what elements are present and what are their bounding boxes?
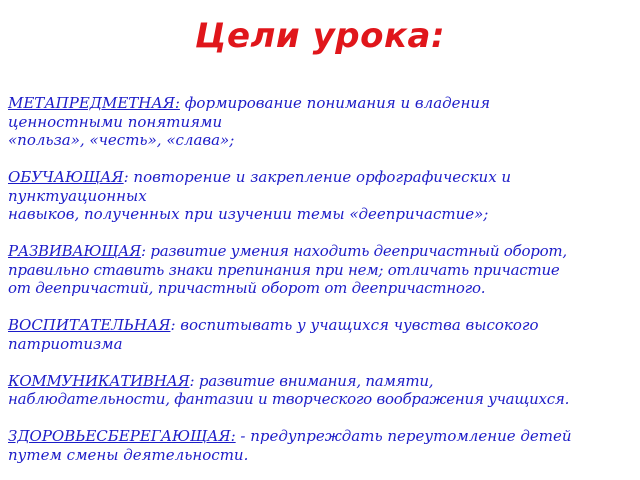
goal-text: : развитие умения находить деепричастный оборот, — [141, 242, 567, 260]
goal-text: формирование понимания и владения — [179, 94, 491, 112]
goal-text: от деепричастий, причастный оборот от деепричастного. — [8, 279, 486, 297]
goal-text: правильно ставить знаки препинания при нем; отличать причастие — [8, 260, 560, 279]
goal-text: : развитие внимания, памяти, — [189, 371, 434, 390]
goal-health-saving — [8, 427, 636, 464]
goal-text: - предупреждать переутомление детей — [235, 427, 572, 445]
goal-text: : воспитывать у учащихся чувства высокого — [170, 316, 539, 334]
goal-heading: ВОСПИТАТЕЛЬНАЯ — [8, 316, 171, 334]
goal-heading: ЗДОРОВЬЕСБЕРЕГАЮЩАЯ: — [8, 427, 236, 445]
goal-developing — [8, 242, 636, 298]
goal-heading: МЕТАПРЕДМЕТНАЯ: — [8, 94, 180, 112]
slide-title: Цели урока: — [194, 16, 446, 56]
goal-line — [8, 372, 636, 391]
goal-metasubject — [8, 94, 636, 150]
goal-line — [8, 242, 636, 261]
goal-text: наблюдательности, фантазии и творческого воображения учащихся. — [8, 390, 570, 408]
goal-line — [8, 427, 636, 446]
goal-text: ценностными понятиями — [8, 112, 223, 131]
goals-list — [8, 94, 636, 464]
goal-heading: ОБУЧАЮЩАЯ — [8, 168, 124, 186]
goal-line — [8, 316, 636, 335]
goal-educational — [8, 316, 636, 353]
goal-line — [8, 168, 636, 187]
goal-teaching — [8, 168, 636, 224]
goal-heading: КОММУНИКАТИВНАЯ — [8, 371, 190, 390]
goal-text: : повторение и закрепление орфографических и — [123, 168, 512, 186]
goal-line — [8, 94, 636, 113]
goal-text: пунктуационных — [8, 186, 147, 205]
goal-text: «польза», «честь», «слава»; — [8, 131, 235, 149]
goal-text: навыков, полученных при изучении темы «деепричастие»; — [8, 205, 489, 223]
goal-text: патриотизма — [8, 334, 123, 353]
goal-text: путем смены деятельности. — [8, 445, 249, 464]
goal-communicative — [8, 372, 636, 409]
goal-heading: РАЗВИВАЮЩАЯ — [8, 242, 142, 260]
